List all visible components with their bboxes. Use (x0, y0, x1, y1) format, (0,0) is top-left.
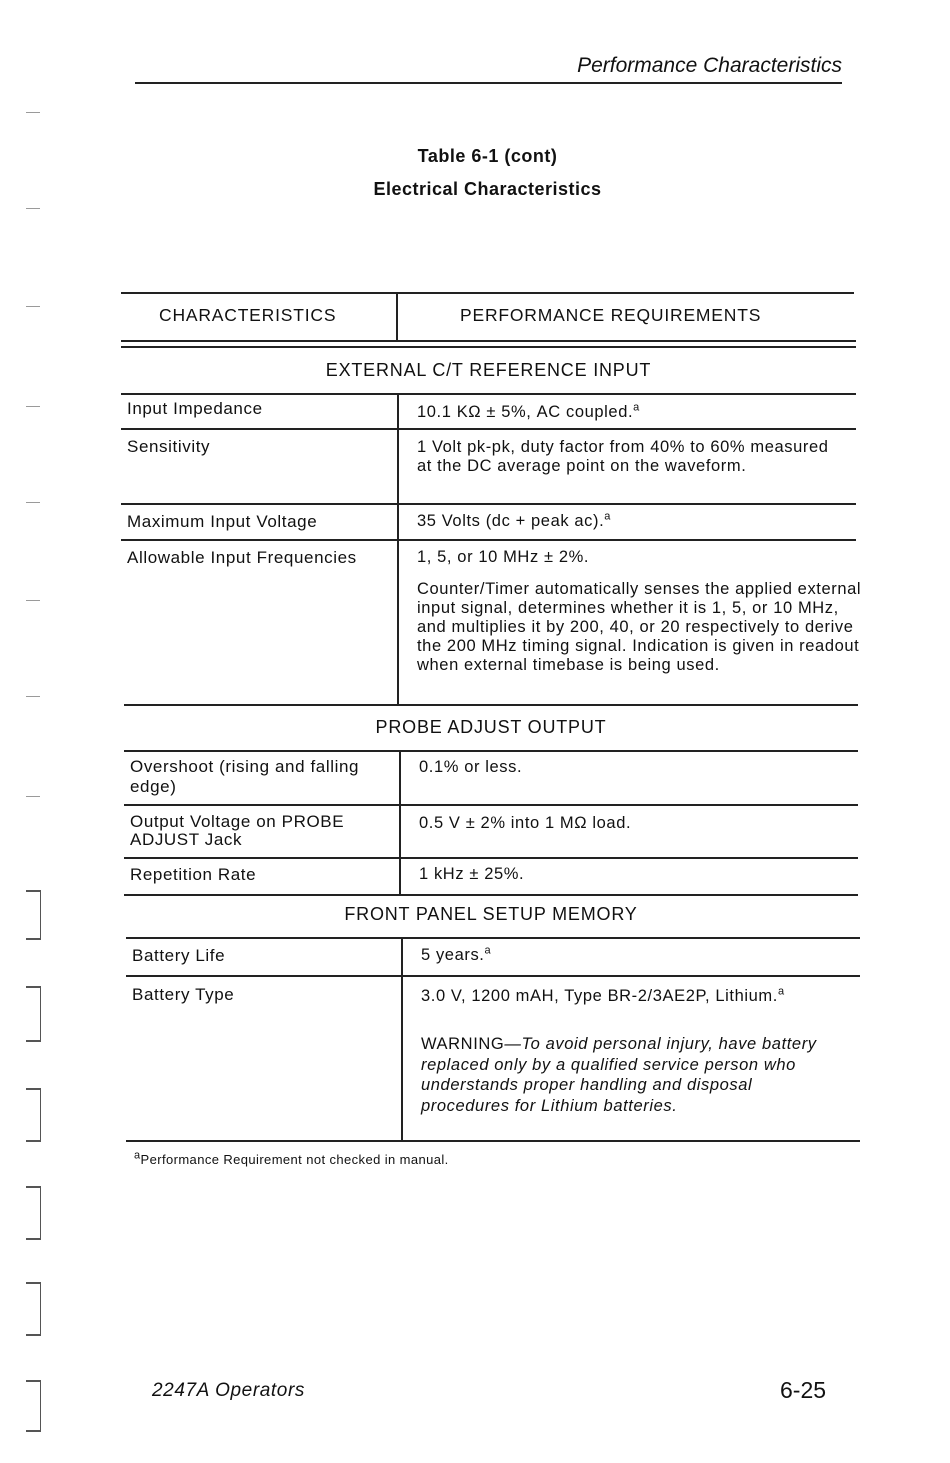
table-title: Electrical Characteristics (373, 179, 602, 199)
rule (126, 975, 860, 977)
footnote-ref: a (604, 510, 612, 523)
row-label-repetition-rate: Repetition Rate (130, 865, 257, 884)
section-title-external-ct: EXTERNAL C/T REFERENCE INPUT (325, 360, 652, 380)
row-value-overshoot: 0.1% or less. (419, 758, 523, 776)
row-value-sensitivity: 1 Volt pk-pk, duty factor from 40% to 60% measured at the DC average point on the waveform. (417, 438, 829, 475)
column-header-requirements: PERFORMANCE REQUIREMENTS (460, 305, 762, 325)
value-text: 10.1 KΩ ± 5%, AC coupled. (417, 403, 634, 421)
table-top-rule (121, 292, 854, 294)
page-edge-marks (0, 0, 48, 1463)
footnote-ref: a (633, 401, 640, 414)
rule (124, 894, 858, 896)
rule (124, 857, 858, 859)
table-number: Table 6-1 (cont) (417, 146, 558, 166)
manual-title: 2247A Operators (152, 1380, 305, 1401)
row-label-output-voltage: Output Voltage on PROBE ADJUST Jack (130, 812, 345, 849)
rule (121, 503, 856, 505)
row-label-battery-life: Battery Life (132, 946, 226, 965)
rule (124, 704, 858, 706)
column-divider (401, 937, 403, 1140)
column-header-characteristics: CHARACTERISTICS (159, 305, 337, 325)
row-value-allowable-frequencies: 1, 5, or 10 MHz ± 2%. (417, 548, 590, 566)
footnote (134, 1149, 449, 1167)
warning-label: WARNING (421, 1035, 505, 1053)
column-divider (397, 393, 399, 704)
row-value-input-impedance (417, 403, 640, 422)
rule (124, 804, 858, 806)
value-text: 3.0 V, 1200 mAH, Type BR-2/3AE2P, Lithium. (421, 987, 778, 1005)
section-title-probe-adjust: PROBE ADJUST OUTPUT (375, 717, 607, 737)
footnote-ref: a (777, 985, 785, 998)
page-number: 6-25 (780, 1377, 827, 1403)
row-label-max-input-voltage: Maximum Input Voltage (127, 512, 318, 531)
table-bottom-rule (126, 1140, 860, 1142)
rule (121, 539, 856, 541)
rule (121, 428, 856, 430)
warning-text: —To avoid personal injury, have battery replaced only by a qualified service person who understands proper handling and disposal procedures for Lithium batteries. (421, 1035, 817, 1115)
value-text: 5 years. (421, 946, 485, 964)
row-value-output-voltage: 0.5 V ± 2% into 1 MΩ load. (419, 814, 632, 832)
header-double-rule (121, 340, 856, 348)
rule (121, 393, 856, 395)
footnote-text: Performance Requirement not checked in manual. (140, 1152, 449, 1167)
rule (124, 750, 858, 752)
column-divider (399, 750, 401, 894)
running-head: Performance Characteristics (135, 54, 842, 84)
row-label-sensitivity: Sensitivity (127, 437, 211, 456)
header-divider (396, 292, 398, 340)
section-title-setup-memory: FRONT PANEL SETUP MEMORY (344, 904, 638, 924)
rule (126, 937, 860, 939)
row-value-frequency-description: Counter/Timer automatically senses the applied external input signal, determines whether it is 1, 5, or 10 MHz, and multiplies it by 200, 40, or 20 respectively to derive the 200 MHz timing signal. Indication is given in readout when external timebase is being used. (417, 580, 862, 674)
row-label-input-impedance: Input Impedance (127, 399, 263, 418)
row-value-battery-life (421, 946, 491, 965)
footnote-marker: a (134, 1149, 141, 1162)
row-label-battery-type: Battery Type (132, 985, 235, 1004)
footnote-ref: a (484, 944, 492, 957)
row-label-allowable-frequencies: Allowable Input Frequencies (127, 548, 357, 567)
warning-block (421, 1034, 831, 1116)
row-value-repetition-rate: 1 kHz ± 25%. (419, 865, 525, 883)
value-text: 35 Volts (dc + peak ac). (417, 512, 605, 530)
row-value-battery-type (421, 987, 831, 1006)
row-label-overshoot: Overshoot (rising and falling edge) (130, 757, 360, 796)
row-value-max-input-voltage (417, 512, 611, 531)
